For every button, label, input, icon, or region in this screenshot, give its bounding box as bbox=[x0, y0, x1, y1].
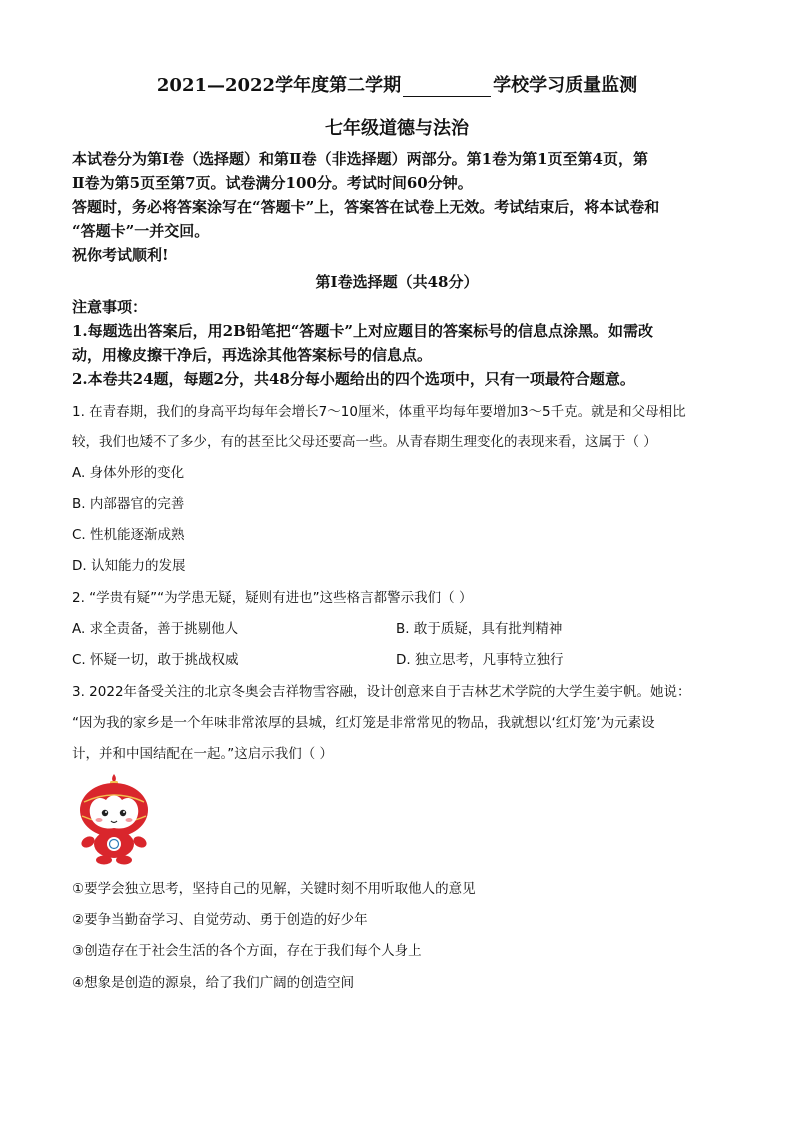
q3-item-2: ②要争当勤奋学习、自觉劳动、勇于创造的好少年 bbox=[72, 912, 368, 928]
q2-option-a: A. 求全责备，善于挑剔他人 bbox=[72, 621, 239, 637]
q2-stem: 2. “学贵有疑”“为学患无疑，疑则有进也”这些格言都警示我们（ ） bbox=[72, 590, 473, 606]
q1-option-a: A. 身体外形的变化 bbox=[72, 465, 185, 481]
section-title: 第Ⅰ卷选择题（共48分） bbox=[315, 273, 479, 291]
intro-line-4: “答题卡”一并交回。 bbox=[72, 222, 210, 240]
intro-line-5: 祝你考试顺利! bbox=[72, 246, 169, 264]
q3-stem-line-2: “因为我的家乡是一个年味非常浓厚的县城，红灯笼是非常常见的物品，我就想以‘红灯笼’为元素设 bbox=[72, 715, 655, 731]
q1-option-b: B. 内部器官的完善 bbox=[72, 496, 185, 512]
q2-option-b: B. 敢于质疑，具有批判精神 bbox=[396, 621, 563, 637]
mascot-shuey-rhon-rhon-image bbox=[74, 772, 154, 866]
note-1-line-1: 1.每题选出答案后，用2B铅笔把“答题卡”上对应题目的答案标号的信息点涂黑。如需改 bbox=[72, 322, 654, 340]
exam-title-part1: 2021—2022学年度第二学期 bbox=[156, 75, 402, 96]
q3-item-4: ④想象是创造的源泉，给了我们广阔的创造空间 bbox=[72, 975, 355, 991]
q1-option-c: C. 性机能逐渐成熟 bbox=[72, 527, 185, 543]
intro-line-1: 本试卷分为第Ⅰ卷（选择题）和第Ⅱ卷（非选择题）两部分。第1卷为第1页至第4页，第 bbox=[72, 150, 648, 168]
intro-line-3: 答题时，务必将答案涂写在“答题卡”上，答案答在试卷上无效。考试结束后，将本试卷和 bbox=[72, 198, 660, 216]
q3-stem-line-3: 计，并和中国结配在一起。”这启示我们（ ） bbox=[72, 746, 334, 762]
exam-title bbox=[0, 71, 794, 97]
exam-subject: 七年级道德与法治 bbox=[325, 118, 469, 139]
q2-option-d: D. 独立思考，凡事特立独行 bbox=[396, 652, 564, 668]
q3-item-3: ③创造存在于社会生活的各个方面，存在于我们每个人身上 bbox=[72, 943, 422, 959]
q3-stem-line-1: 3. 2022年备受关注的北京冬奥会吉祥物雪容融，设计创意来自于吉林艺术学院的大学生姜宇帆。她说： bbox=[72, 684, 691, 700]
note-1-line-2: 动，用橡皮擦干净后，再选涂其他答案标号的信息点。 bbox=[72, 346, 433, 364]
notes-heading: 注意事项： bbox=[72, 298, 148, 316]
exam-title-part2: 学校学习质量监测 bbox=[493, 75, 638, 96]
q2-option-c: C. 怀疑一切，敢于挑战权威 bbox=[72, 652, 239, 668]
q1-stem-line-2: 较，我们也矮不了多少，有的甚至比父母还要高一些。从青春期生理变化的表现来看，这属于（ ） bbox=[72, 434, 657, 450]
intro-line-2: Ⅱ卷为第5页至第7页。试卷满分100分。考试时间60分钟。 bbox=[72, 174, 473, 192]
school-name-blank bbox=[403, 78, 491, 97]
q3-item-1: ①要学会独立思考，坚持自己的见解，关键时刻不用听取他人的意见 bbox=[72, 881, 476, 897]
q1-option-d: D. 认知能力的发展 bbox=[72, 558, 186, 574]
note-2: 2.本卷共24题，每题2分，共48分每小题给出的四个选项中，只有一项最符合题意。 bbox=[72, 370, 635, 388]
q1-stem-line-1: 1. 在青春期，我们的身高平均每年会增长7～10厘米，体重平均每年要增加3～5千克。就是和父母相比 bbox=[72, 404, 686, 420]
